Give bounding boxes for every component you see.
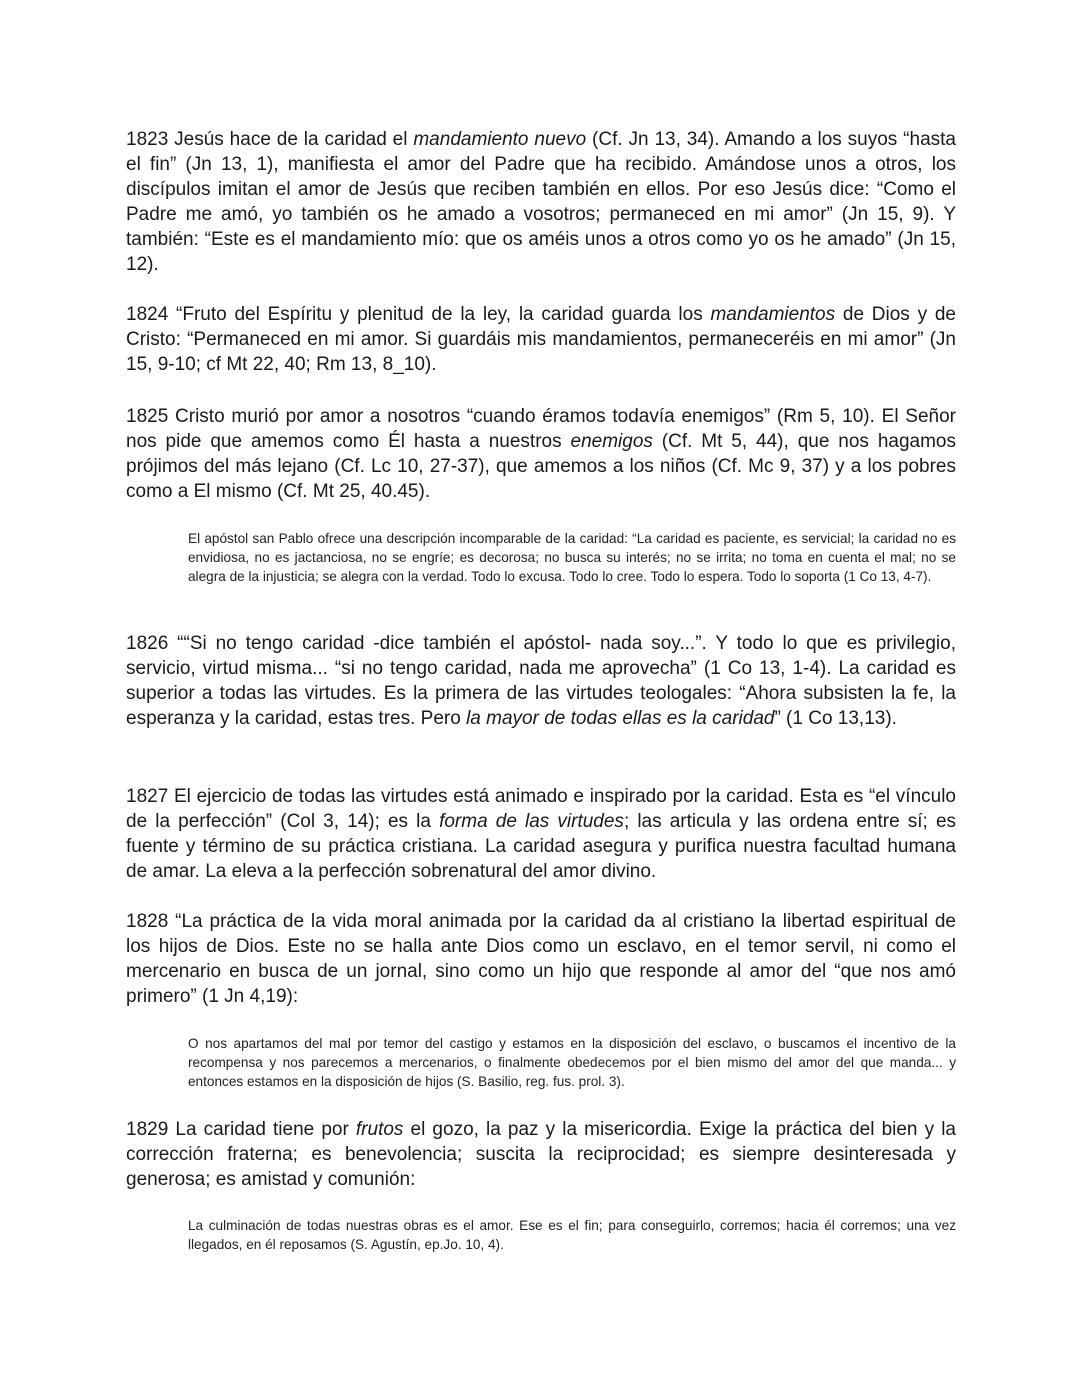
italic-text-segment: forma de las virtudes (439, 811, 624, 832)
text-segment: 1826 ““Si no tengo caridad -dice también el apóstol- nada soy...”. Y todo lo que es privilegio, servicio, virtud misma... “si no tengo caridad, nada me aprovecha” (1 Co 13, 1-4). La caridad es superior a todas las virtudes. Es la primera de las virtudes teologales: “Ahora subsisten la fe, la esperanza y la caridad, estas tres. Pero (126, 633, 956, 729)
text-segment: 1825 Cristo murió por amor a nosotros “cuando éramos todavía enemigos” (Rm 5, 10). El Señor nos pide que amemos como Él hasta a nuestros (126, 406, 956, 452)
text-segment: El apóstol san Pablo ofrece una descripción incomparable de la caridad: “La caridad es paciente, es servicial; la caridad no es envidiosa, no es jactanciosa, no se engríe; es decorosa; no busca su interés; no se irrita; no toma en cuenta el mal; no se alegra de la injusticia; se alegra con la verdad. Todo lo excusa. Todo lo cree. Todo lo espera. Todo lo soporta (1 Co 13, 4-7). (188, 531, 956, 584)
text-segment: 1827 El ejercicio de todas las virtudes está animado e inspirado por la caridad. Esta es “el vínculo de la perfección” (Col 3, 14); es la (126, 786, 956, 832)
text-segment: el gozo, la paz y la misericordia. Exige la práctica del bien y la corrección fraterna; es benevolencia; suscita la reciprocidad; es siempre desinteresada y generosa; es amistad y comunión: (126, 1119, 956, 1190)
quote-san-agustin (188, 1216, 956, 1254)
text-segment: O nos apartamos del mal por temor del castigo y estamos en la disposición del esclavo, o buscamos el incentivo de la recompensa y nos parecemos a mercenarios, o finalmente obedecemos por el bien mismo del amor del que manda... y entonces estamos en la disposición de hijos (S. Basilio, reg. fus. prol. 3). (188, 1036, 956, 1089)
text-segment: ” (1 Co 13,13). (774, 708, 897, 729)
paragraph-1827 (126, 784, 956, 884)
text-segment: 1829 La caridad tiene por (126, 1119, 356, 1140)
paragraph-1828 (126, 909, 956, 1009)
text-segment: (Cf. Mt 5, 44), que nos hagamos prójimos del más lejano (Cf. Lc 10, 27-37), que amemos a los niños (Cf. Mc 9, 37) y a los pobres como a El mismo (Cf. Mt 25, 40.45). (126, 431, 956, 502)
text-segment: de Dios y de Cristo: “Permaneced en mi amor. Si guardáis mis mandamientos, permaneceréis en mi amor” (Jn 15, 9-10; cf Mt 22, 40; Rm 13, 8_10). (126, 304, 956, 375)
paragraph-1829 (126, 1117, 956, 1192)
italic-text-segment: mandamientos (710, 304, 836, 325)
quote-san-pablo (188, 529, 956, 586)
italic-text-segment: enemigos (570, 431, 653, 452)
text-segment: (Cf. Jn 13, 34). Amando a los suyos “hasta el fin” (Jn 13, 1), manifiesta el amor del Padre que ha recibido. Amándose unos a otros, los discípulos imitan el amor de Jesús que reciben también en ellos. Por eso Jesús dice: “Como el Padre me amó, yo también os he amado a vosotros; permaneced en mi amor” (Jn 15, 9). Y también: “Este es el mandamiento mío: que os améis unos a otros como yo os he amado” (Jn 15, 12). (126, 129, 956, 275)
text-segment: La culminación de todas nuestras obras es el amor. Ese es el fin; para conseguirlo, corremos; hacia él corremos; una vez llegados, en él reposamos (S. Agustín, ep.Jo. 10, 4). (188, 1218, 956, 1252)
italic-text-segment: la mayor de todas ellas es la caridad (466, 708, 775, 729)
text-segment: ; las articula y las ordena entre sí; es fuente y término de su práctica cristiana. La caridad asegura y purifica nuestra facultad humana de amar. La eleva a la perfección sobrenatural del amor divino. (126, 811, 957, 882)
italic-text-segment: frutos (355, 1119, 404, 1140)
paragraph-1824 (126, 302, 956, 377)
text-segment: 1824 “Fruto del Espíritu y plenitud de la ley, la caridad guarda los (126, 304, 711, 325)
paragraph-1826 (126, 631, 956, 731)
paragraph-1825 (126, 404, 956, 504)
italic-text-segment: mandamiento nuevo (413, 129, 587, 150)
paragraph-1823 (126, 127, 956, 277)
text-segment: 1823 Jesús hace de la caridad el (126, 129, 414, 150)
text-segment: 1828 “La práctica de la vida moral animada por la caridad da al cristiano la libertad espiritual de los hijos de Dios. Este no se halla ante Dios como un esclavo, en el temor servil, ni como el mercenario en busca de un jornal, sino como un hijo que responde al amor del “que nos amó primero” (1 Jn 4,19): (126, 911, 956, 1007)
quote-san-basilio (188, 1034, 956, 1091)
